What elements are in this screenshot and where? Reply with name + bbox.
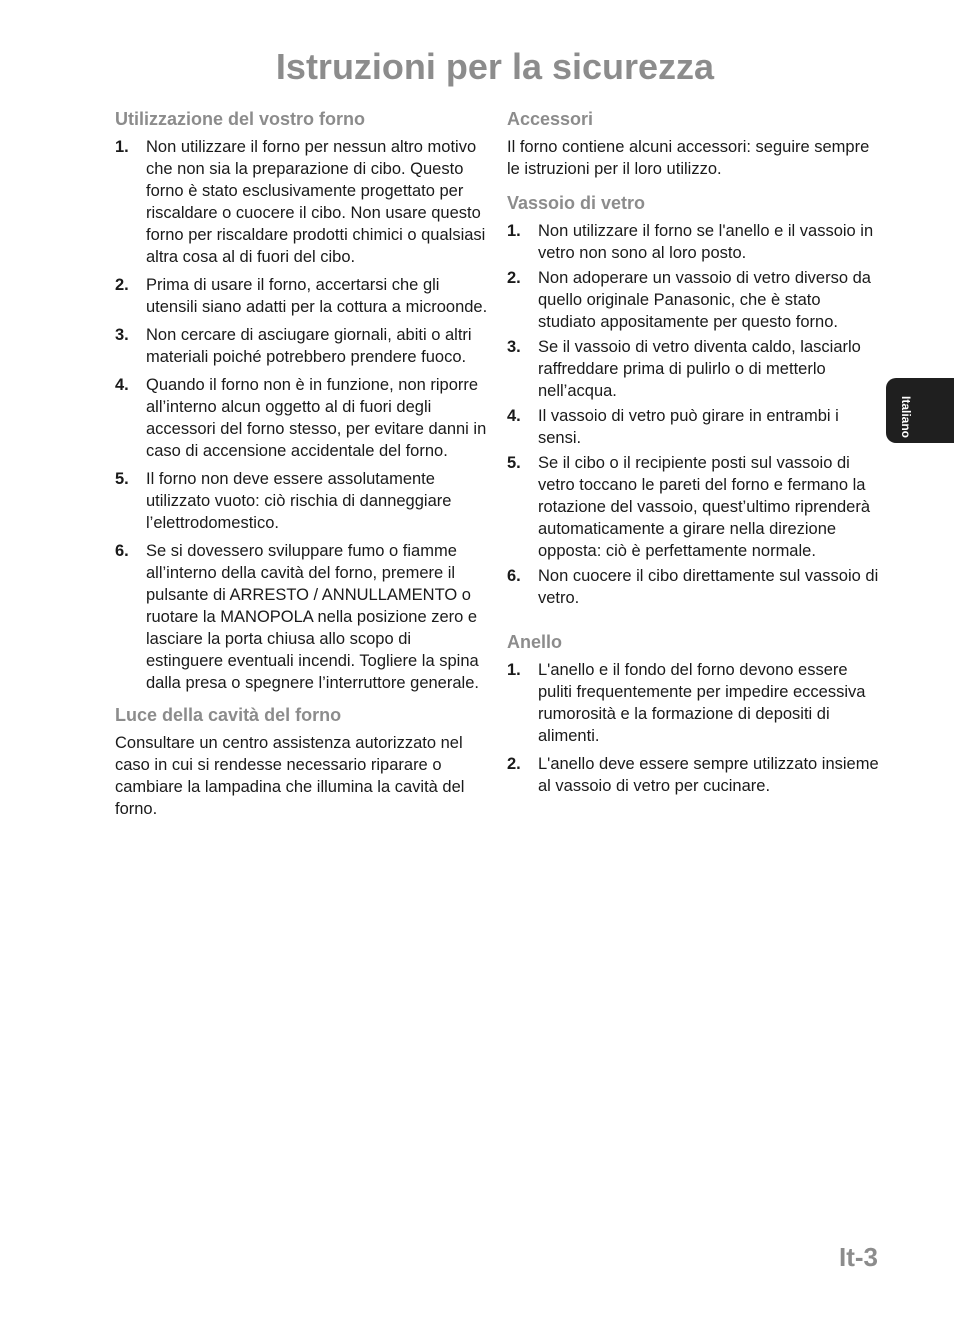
list-item (507, 220, 879, 264)
item-number: 1. (115, 138, 129, 156)
item-text: Non adoperare un vassoio di vetro diverso da quello originale Panasonic, che è stato studiato appositamente per questo forno. (538, 269, 871, 331)
light-section (115, 704, 490, 820)
list-item (115, 468, 490, 534)
accessories-text: Il forno contiene alcuni accessori: seguire sempre le istruzioni per il loro utilizzo. (507, 138, 870, 178)
item-number: 2. (115, 276, 129, 294)
list-item (507, 452, 879, 562)
item-text: Non utilizzare il forno se l'anello e il vassoio in vetro non sono al loro posto. (538, 222, 874, 262)
glass-tray-heading: Vassoio di vetro (507, 193, 646, 213)
item-text: Prima di usare il forno, accertarsi che gli utensili siano adatti per la cottura a microonde. (146, 276, 488, 316)
item-number: 4. (507, 407, 521, 425)
item-text: Il vassoio di vetro può girare in entrambi i sensi. (538, 407, 839, 447)
item-text: Non cercare di asciugare giornali, abiti o altri materiali poiché potrebbero prendere fuoco. (146, 326, 472, 366)
item-number: 1. (507, 661, 521, 679)
list-item (115, 324, 490, 368)
item-text: Quando il forno non è in funzione, non riporre all’interno alcun oggetto al di fuori degli accessori del forno stesso, per evitare danni in caso di accensione accidentale del forno. (146, 376, 487, 460)
item-text: Il forno non deve essere assolutamente utilizzato vuoto: ciò rischia di danneggiare l’elettrodomestico. (146, 470, 452, 532)
language-tab (886, 378, 954, 443)
item-text: L'anello deve essere sempre utilizzato insieme al vassoio di vetro per cucinare. (538, 755, 879, 795)
light-heading: Luce della cavità del forno (115, 705, 342, 725)
item-number: 2. (507, 269, 521, 287)
glass-tray-section (507, 192, 879, 609)
item-text: Non utilizzare il forno per nessun altro motivo che non sia la preparazione di cibo. Questo forno è stato esclusivamente progettato per riscaldare o cuocere il cibo. Non usare questo forno per riscaldare prodotti chimici o qualsiasi altra cosa al di fuori del cibo. (146, 138, 486, 266)
item-text: Non cuocere il cibo direttamente sul vassoio di vetro. (538, 567, 879, 607)
item-text: L'anello e il fondo del forno devono essere puliti frequentemente per impedire eccessiva rumorosità e la formazione di depositi di alimenti. (538, 661, 866, 745)
item-number: 6. (507, 567, 521, 585)
list-item (507, 267, 879, 333)
usage-list (115, 136, 490, 694)
ring-list (507, 659, 879, 797)
glass-tray-list (507, 220, 879, 609)
list-item (507, 659, 879, 747)
language-tab-label: Italiano (899, 396, 913, 439)
item-number: 4. (115, 376, 129, 394)
list-item (115, 274, 490, 318)
item-text: Se il cibo o il recipiente posti sul vassoio di vetro toccano le pareti del forno e fermano la rotazione del vassoio, quest’ultimo riprenderà automaticamente a girare nella direzione opposta: ciò è perfettamente normale. (538, 454, 871, 560)
usage-heading: Utilizzazione del vostro forno (115, 109, 366, 129)
item-number: 3. (507, 338, 521, 356)
usage-section (115, 108, 490, 694)
list-item (507, 405, 879, 449)
item-number: 5. (115, 470, 129, 488)
list-item (507, 565, 879, 609)
item-number: 1. (507, 222, 521, 240)
item-text: Se il vassoio di vetro diventa caldo, lasciarlo raffreddare prima di pulirlo o di metterlo nell’acqua. (538, 338, 861, 400)
right-column (507, 108, 879, 803)
item-text: Se si dovessero sviluppare fumo o fiamme all’interno della cavità del forno, premere il pulsante di ARRESTO / ANNULLAMENTO o ruotare la MANOPOLA nella posizione zero e lasciare la porta chiusa allo scopo di estinguere eventuali incendi. Togliere la spina dalla presa o spegnere l’interruttore generale. (146, 542, 479, 692)
item-number: 2. (507, 755, 521, 773)
accessories-section (507, 108, 879, 180)
light-text: Consultare un centro assistenza autorizzato nel caso in cui si rendesse necessario riparare o cambiare la lampadina che illumina la cavità del forno. (115, 734, 465, 818)
left-column (115, 108, 490, 820)
item-number: 5. (507, 454, 521, 472)
list-item (115, 374, 490, 462)
list-item (507, 753, 879, 797)
page-number: It-3 (839, 1242, 878, 1272)
list-item (507, 336, 879, 402)
item-number: 3. (115, 326, 129, 344)
list-item (115, 540, 490, 694)
ring-section (507, 631, 879, 797)
list-item (115, 136, 490, 268)
ring-heading: Anello (507, 632, 563, 652)
page-title: Istruzioni per la sicurezza (275, 46, 715, 87)
accessories-heading: Accessori (507, 109, 594, 129)
item-number: 6. (115, 542, 129, 560)
